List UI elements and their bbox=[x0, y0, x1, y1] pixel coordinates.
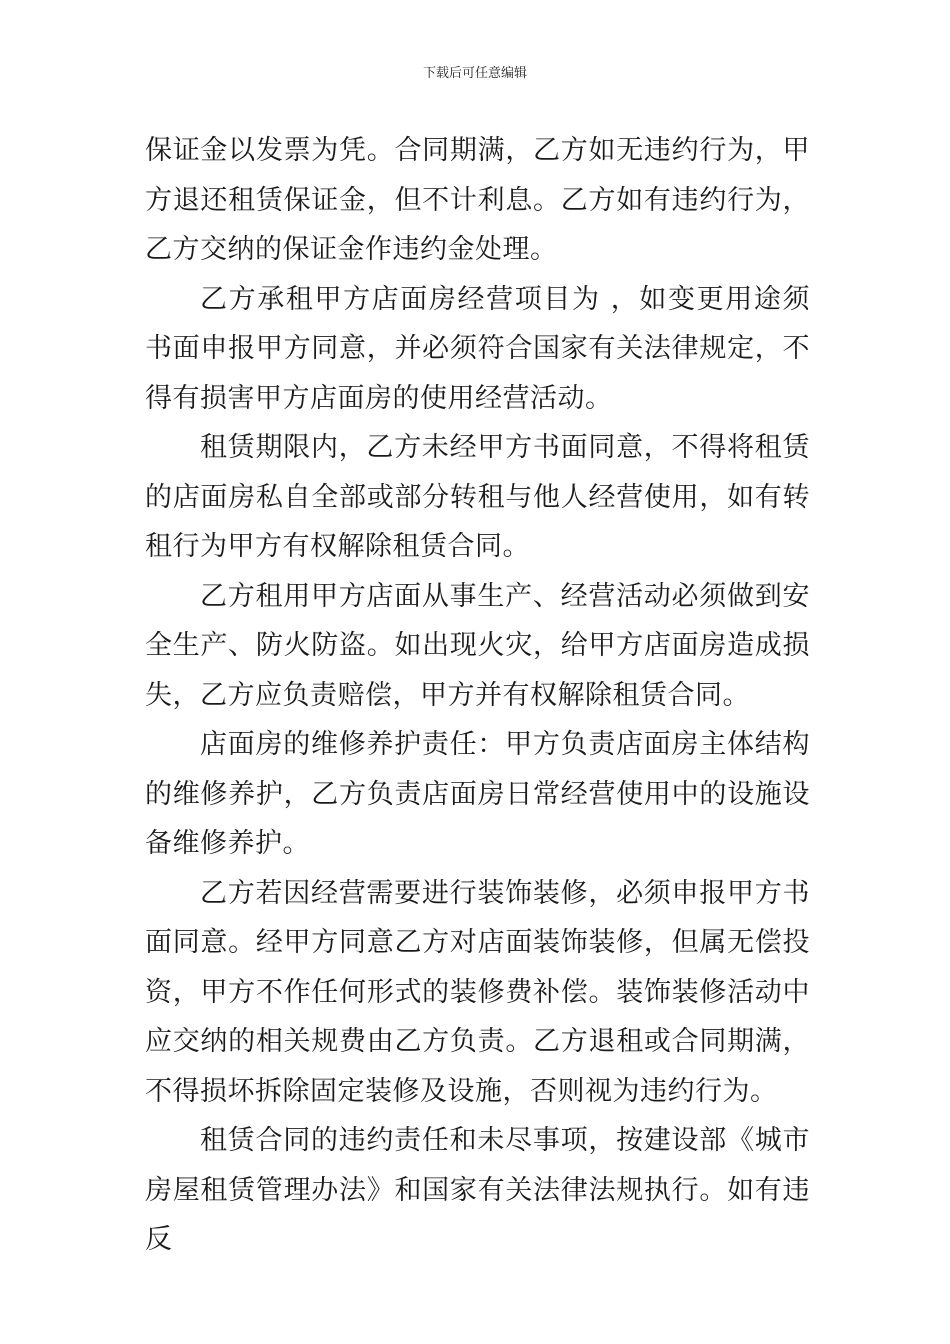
paragraph-safety: 乙方租用甲方店面从事生产、经营活动必须做到安全生产、防火防盗。如出现火灾，给甲方店面房造成损失，乙方应负责赔偿，甲方并有权解除租赁合同。 bbox=[145, 580, 810, 711]
page-header-note: 下载后可任意编辑 bbox=[422, 66, 527, 81]
document-body bbox=[145, 126, 810, 1265]
paragraph-deposit: 保证金以发票为凭。合同期满，乙方如无违约行为，甲方退还租赁保证金，但不计利息。乙方如有违约行为，乙方交纳的保证金作违约金处理。 bbox=[145, 135, 810, 265]
paragraph-decoration: 乙方若因经营需要进行装饰装修，必须申报甲方书面同意。经甲方同意乙方对店面装饰装修，但属无偿投资，甲方不作任何形式的装修费补偿。装饰装修活动中应交纳的相关规费由乙方负责。乙方退租或合同期满，不得损坏拆除固定装修及设施，否则视为违约行为。 bbox=[145, 877, 810, 1107]
paragraph-sublease: 租赁期限内，乙方未经甲方书面同意，不得将租赁的店面房私自全部或部分转租与他人经营使用，如有转租行为甲方有权解除租赁合同。 bbox=[145, 432, 810, 562]
paragraph-liability: 租赁合同的违约责任和未尽事项，按建设部《城市房屋租赁管理办法》和国家有关法律法规执行。如有违反 bbox=[145, 1125, 810, 1255]
paragraph-business-scope: 乙方承租甲方店面房经营项目为 ，如变更用途须书面申报甲方同意，并必须符合国家有关法律规定，不得有损害甲方店面房的使用经营活动。 bbox=[145, 283, 810, 414]
paragraph-maintenance: 店面房的维修养护责任：甲方负责店面房主体结构的维修养护，乙方负责店面房日常经营使用中的设施设备维修养护。 bbox=[145, 729, 810, 859]
